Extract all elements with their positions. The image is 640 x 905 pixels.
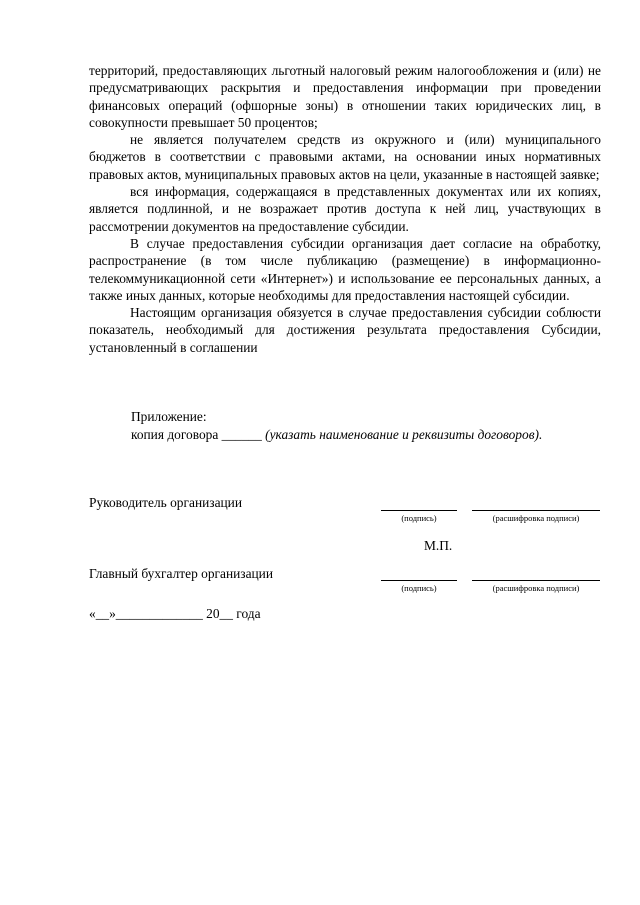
accountant-label: Главный бухгалтер организации	[89, 566, 274, 581]
head-label: Руководитель организации	[89, 495, 243, 510]
date-line: «__»_____________ 20__ года	[89, 606, 261, 621]
paragraph-information: вся информация, содержащаяся в представленных документах или их копиях, является подлинной, и не возражает против доступа к ней лиц, участвующих в рассмотрении документов на предоставление субсидии.	[89, 184, 601, 234]
appendix-heading: Приложение:	[131, 409, 207, 424]
head-signature-line	[381, 510, 457, 511]
stamp-place: М.П.	[424, 538, 453, 553]
paragraph-budget: не является получателем средств из окружного и (или) муниципального бюджетов в соответствии с правовыми актами, на основании иных нормативных правовых актов, муниципальных правовых актов на цели, указанные в настоящей заявке;	[89, 132, 601, 182]
head-signature-caption: (подпись)	[401, 513, 437, 523]
head-decoding-line	[472, 510, 600, 511]
head-decoding-caption: (расшифровка подписи)	[492, 513, 580, 523]
accountant-signature-line	[381, 580, 457, 581]
accountant-signature-caption: (подпись)	[401, 583, 437, 593]
accountant-decoding-caption: (расшифровка подписи)	[492, 583, 580, 593]
accountant-decoding-line	[472, 580, 600, 581]
paragraph-offshore: территорий, предоставляющих льготный налоговый режим налогообложения и (или) не предусматривающих раскрытия и предоставления информации при проведении финансовых операций (офшорные зоны) в отношении таких юридических лиц, в совокупности превышает 50 процентов;	[89, 63, 601, 130]
paragraph-consent: В случае предоставления субсидии организация дает согласие на обработку, распространение (в том числе публикацию (размещение) в информационно-телекоммуникационной сети «Интернет») и использование ее персональных данных, а также иных данных, которые необходимы для предоставления настоящей субсидии.	[89, 235, 601, 303]
body-text	[89, 62, 601, 356]
appendix-item-prefix: копия договора ______	[131, 427, 266, 442]
appendix-item-note: (указать наименование и реквизиты договоров).	[265, 427, 543, 442]
paragraph-obligation: Настоящим организация обязуется в случае предоставления субсидии соблюсти показатель, необходимый для достижения результата предоставления Субсидии, установленный в соглашении	[89, 305, 601, 355]
appendix-item	[131, 426, 542, 444]
